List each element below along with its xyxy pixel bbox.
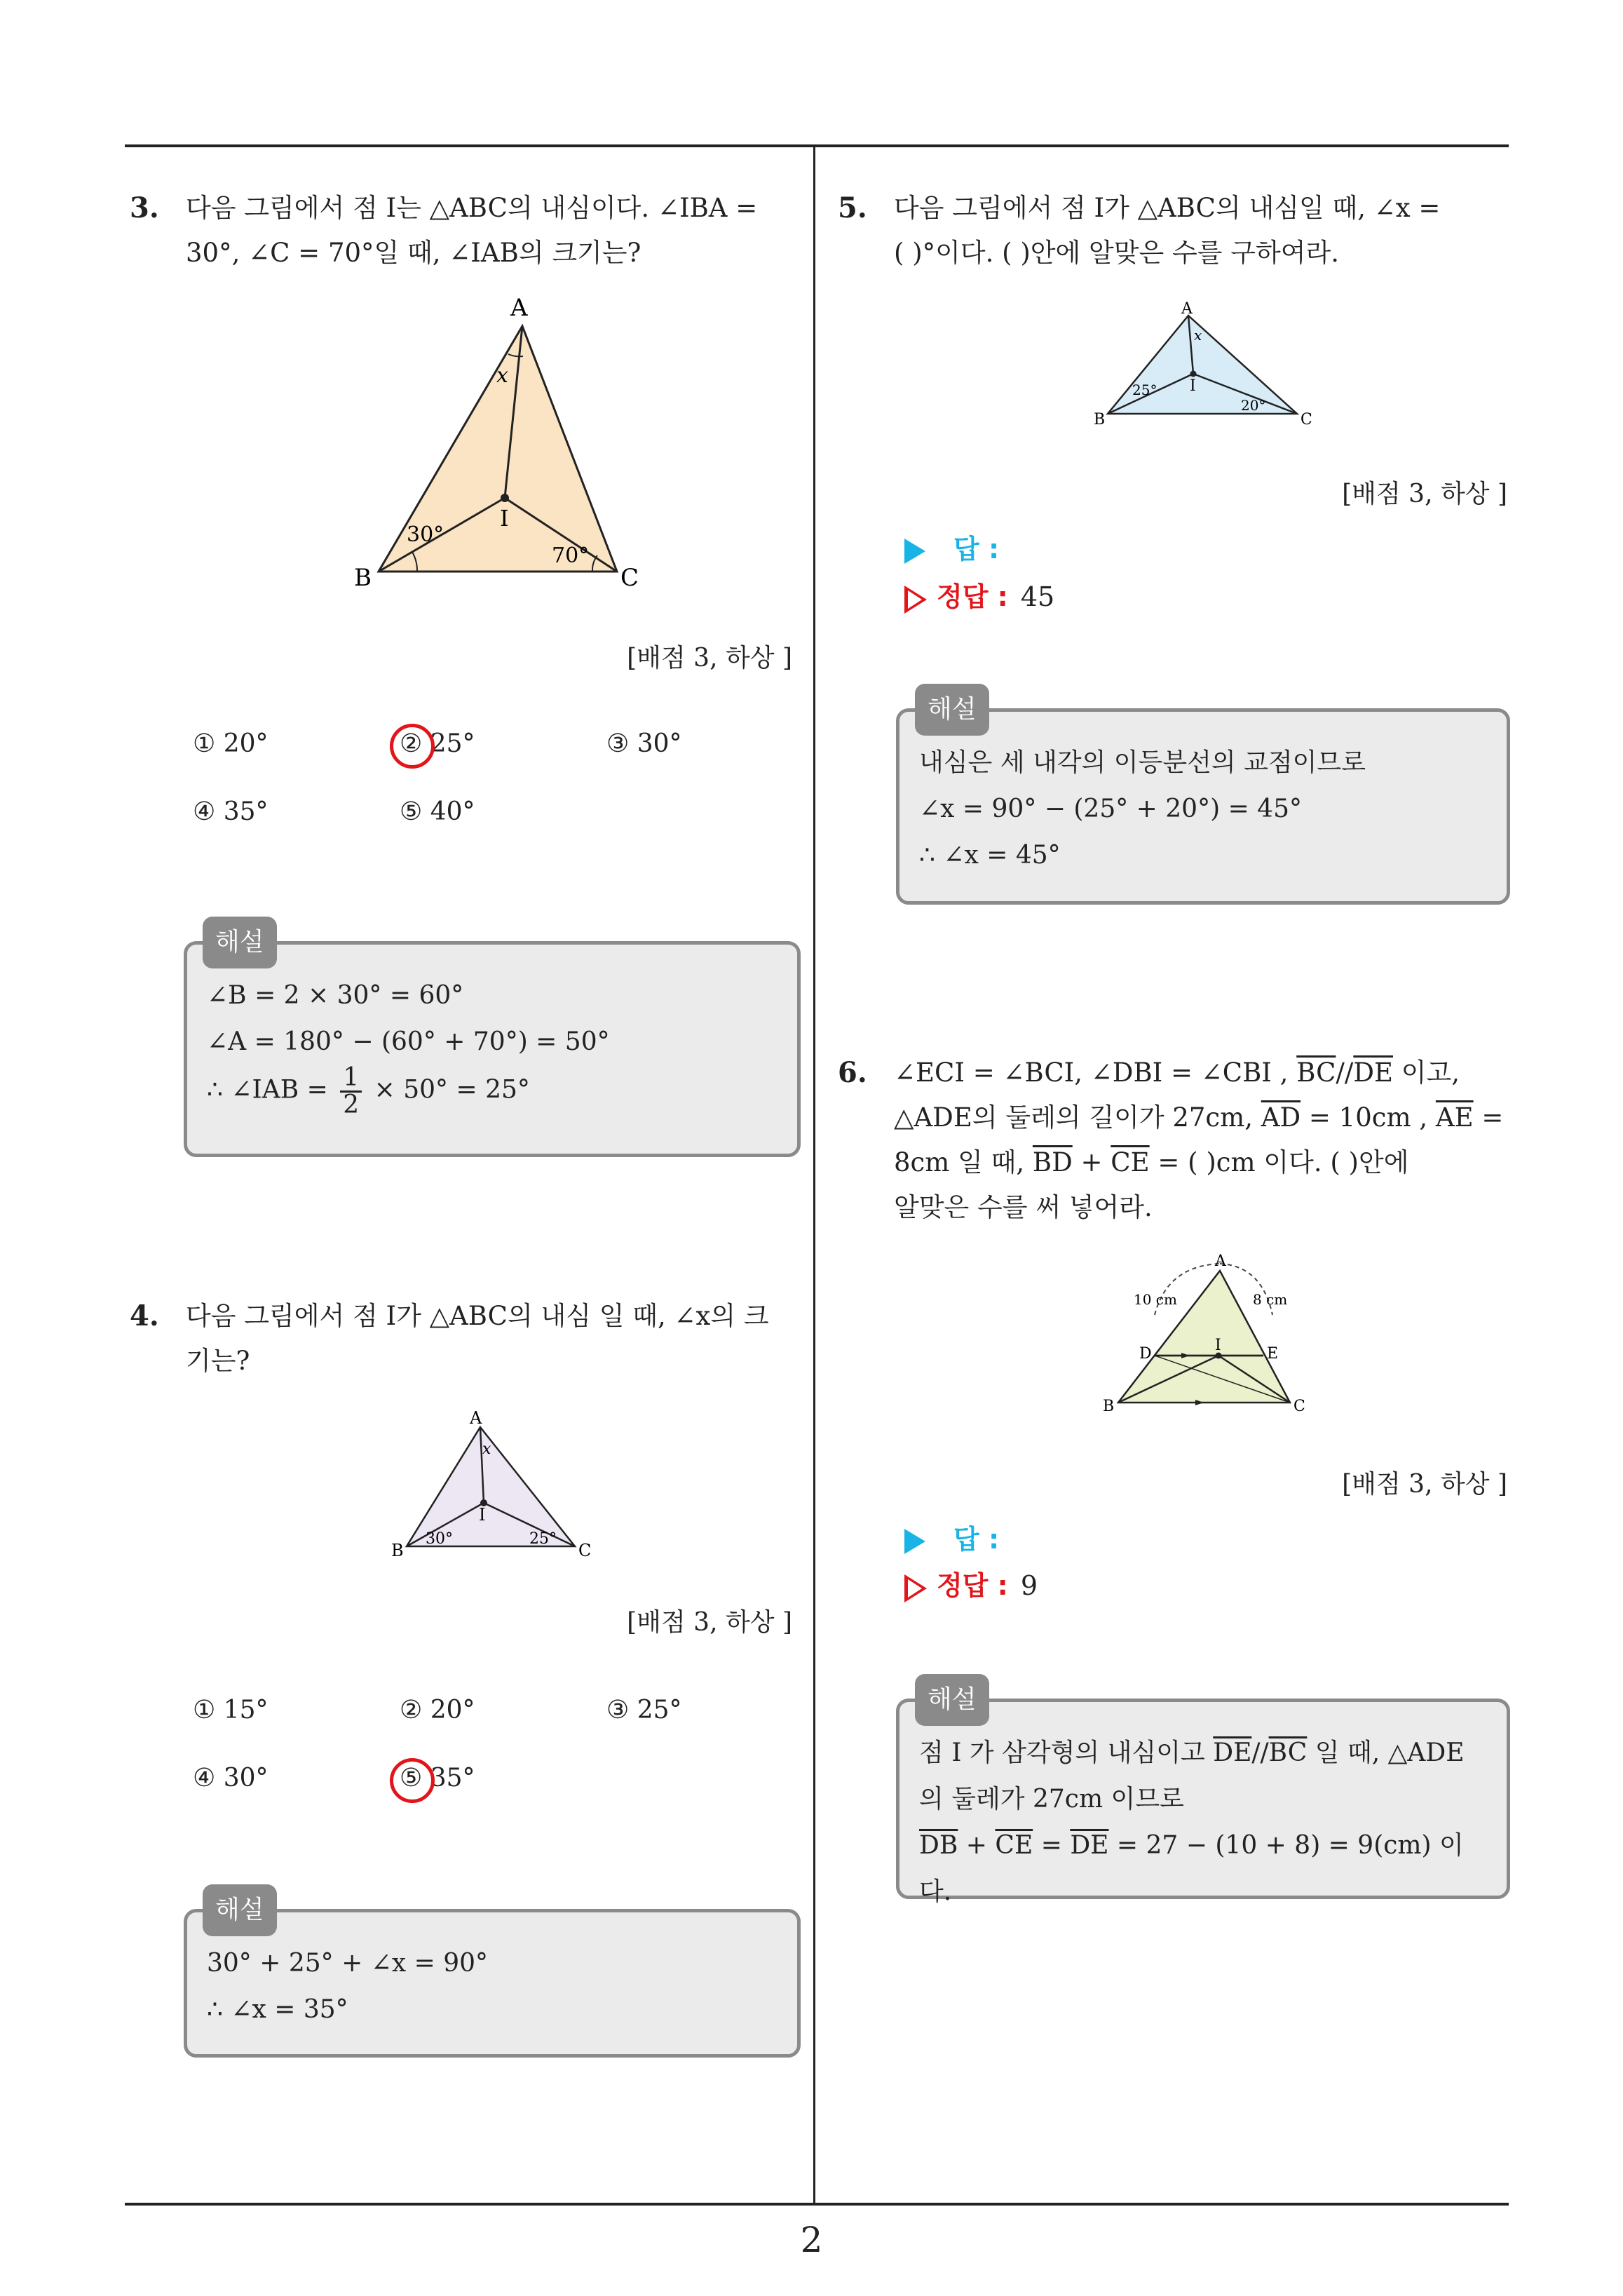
solution-tab: 해설: [203, 917, 277, 968]
correct-label: 정답 :: [937, 581, 1008, 612]
question-number: 5.: [838, 191, 867, 224]
bottom-rule: [125, 2203, 1509, 2206]
label-angle-c: 70°: [552, 543, 590, 568]
label-angle-c: 25°: [529, 1530, 557, 1548]
label-angle-c: 20°: [1241, 397, 1266, 414]
fraction: [340, 1065, 362, 1118]
answer-row: [904, 1518, 999, 1556]
solution-line: [919, 1823, 1487, 1915]
segment-db: $\overline{DB}$: [919, 1831, 958, 1860]
choice-1[interactable]: ① 20°: [193, 729, 269, 758]
parallel-symbol: //: [1336, 1058, 1354, 1088]
choice-4[interactable]: ④ 35°: [193, 797, 269, 826]
label-i: I: [1190, 377, 1196, 395]
correct-answer-row: [904, 1564, 1038, 1602]
question-6: [838, 1051, 1511, 1230]
question-text-line: 알맞은 수를 써 넣어라.: [894, 1192, 1153, 1222]
label-x: x: [482, 1440, 491, 1458]
question-number: 6.: [838, 1056, 867, 1089]
label-i: I: [500, 505, 509, 532]
question-text-line: 30°, ∠C = 70°일 때, ∠IAB의 크기는?: [186, 238, 641, 268]
label-angle-b: 30°: [407, 522, 444, 547]
question-text: [894, 186, 1511, 276]
choice-5[interactable]: ⑤ 35°: [400, 1764, 475, 1792]
segment-de: $\overline{DE}$: [1070, 1831, 1109, 1860]
fraction-denominator: 2: [343, 1090, 360, 1119]
points-info: [배점 3, 하상 ]: [1342, 480, 1507, 508]
solution-box: [896, 695, 1510, 905]
question-text-line: 다음 그림에서 점 I가 △ABC의 내심 일 때, ∠x의 크: [186, 1301, 769, 1331]
correct-value: 45: [1020, 581, 1055, 612]
question-text-line: ( )°이다. ( )안에 알맞은 수를 구하여라.: [894, 238, 1339, 268]
label-c: C: [1293, 1398, 1305, 1415]
text-part: 이고,: [1401, 1058, 1460, 1088]
solution-line: ∠x = 90° − (25° + 20°) = 45°: [919, 795, 1302, 823]
answer-marker-icon: [904, 539, 925, 564]
segment-ce: $\overline{CE}$: [995, 1831, 1033, 1860]
segment-de: $\overline{DE}$: [1353, 1058, 1394, 1088]
q3-triangle-figure: [351, 295, 659, 596]
q4-triangle-figure: [389, 1406, 599, 1564]
label-x: x: [1194, 327, 1202, 344]
page-number: 2: [800, 2220, 823, 2260]
q5-triangle-figure: [1083, 298, 1336, 431]
solution-line: ∠B = 2 × 30° = 60°: [207, 981, 464, 1010]
solution-tab: 해설: [915, 684, 989, 736]
solution-line: 내심은 세 내각의 이등분선의 교점이므로: [919, 748, 1366, 777]
text-part: 일 때, △ADE: [1315, 1738, 1465, 1767]
points-info: [배점 3, 하상 ]: [627, 1608, 792, 1637]
text-part: +: [965, 1831, 987, 1860]
question-text-line: [894, 1095, 1511, 1140]
question-text: [186, 1294, 803, 1384]
text-part: △ADE의 둘레의 길이가 27cm,: [894, 1102, 1253, 1133]
text-part: = 10cm ,: [1308, 1102, 1428, 1133]
question-text-line: 기는?: [186, 1346, 250, 1376]
label-e: E: [1267, 1345, 1279, 1363]
selected-answer-circle: [390, 724, 435, 769]
solution-box: [184, 928, 801, 1157]
correct-marker-icon: [904, 586, 927, 614]
text-part: +: [1080, 1147, 1103, 1177]
correct-value: 9: [1020, 1570, 1038, 1601]
label-b: B: [354, 564, 372, 592]
text-part: =: [1040, 1831, 1062, 1860]
solution-box: [896, 1685, 1510, 1906]
question-text-line: [894, 1140, 1511, 1185]
label-ad-length: 10 cm: [1134, 1291, 1177, 1308]
label-angle-b: 30°: [426, 1530, 453, 1548]
q6-triangle-figure: [1097, 1248, 1322, 1424]
choice-4[interactable]: ④ 30°: [193, 1764, 269, 1792]
choice-3[interactable]: ③ 25°: [606, 1696, 682, 1724]
solution-line: ∴ ∠x = 45°: [919, 841, 1061, 870]
incenter-point: [501, 494, 509, 502]
label-a: A: [1215, 1252, 1226, 1270]
question-5: [838, 186, 1511, 276]
solution-line: ∠A = 180° − (60° + 70°) = 50°: [207, 1027, 610, 1056]
label-i: I: [479, 1505, 486, 1525]
choice-3[interactable]: ③ 30°: [606, 729, 682, 758]
choice-1[interactable]: ① 15°: [193, 1696, 269, 1724]
label-angle-b: 25°: [1132, 381, 1157, 398]
label-a: A: [1181, 300, 1193, 318]
solution-text: ∴ ∠IAB =: [207, 1075, 328, 1105]
label-c: C: [578, 1541, 592, 1560]
answer-row: [904, 527, 999, 566]
label-ae-length: 8 cm: [1253, 1291, 1288, 1308]
fraction-numerator: 1: [340, 1065, 362, 1093]
text-part: =: [1481, 1102, 1504, 1133]
text-part: 8cm 일 때,: [894, 1147, 1025, 1177]
solution-box: [184, 1896, 801, 2058]
top-rule: [125, 144, 1509, 147]
segment-ce: $\overline{CE}$: [1111, 1147, 1150, 1177]
question-text: [186, 186, 803, 276]
question-text-line: 다음 그림에서 점 I가 △ABC의 내심일 때, ∠x =: [894, 193, 1441, 223]
label-a: A: [510, 295, 528, 322]
question-3: [130, 186, 803, 276]
points-info: [배점 3, 하상 ]: [627, 644, 792, 673]
question-number: 4.: [130, 1299, 159, 1332]
question-text-line: 다음 그림에서 점 I는 △ABC의 내심이다. ∠IBA =: [186, 193, 758, 223]
segment-ae: $\overline{AE}$: [1435, 1102, 1474, 1133]
correct-marker-icon: [904, 1574, 927, 1602]
segment-de: $\overline{DE}$: [1213, 1738, 1252, 1767]
label-c: C: [620, 564, 639, 592]
choice-5[interactable]: ⑤ 40°: [400, 797, 475, 826]
solution-line: [207, 1065, 777, 1118]
text-part: 점 I 가 삼각형의 내심이고: [919, 1738, 1205, 1767]
correct-answer-row: [904, 575, 1054, 614]
question-number: 3.: [130, 191, 159, 224]
question-text-line: [894, 1051, 1511, 1095]
solution-line: [919, 1730, 1487, 1776]
label-c: C: [1301, 411, 1312, 428]
parallel-symbol: //: [1251, 1738, 1269, 1767]
selected-answer-circle: [390, 1758, 435, 1803]
question-text: [894, 1051, 1511, 1230]
text-part: = ( )cm 이다. ( )안에: [1157, 1147, 1409, 1177]
answer-label: 답 :: [953, 1524, 1000, 1555]
label-b: B: [1103, 1398, 1115, 1415]
segment-bd: $\overline{BD}$: [1032, 1147, 1073, 1177]
label-d: D: [1139, 1345, 1152, 1363]
solution-line: 의 둘레가 27cm 이므로: [919, 1785, 1184, 1814]
solution-line: ∴ ∠x = 35°: [207, 1995, 348, 2024]
solution-tab: 해설: [915, 1674, 989, 1726]
triangle-abc: [1108, 316, 1297, 414]
segment-bc: $\overline{BC}$: [1296, 1058, 1336, 1088]
correct-label: 정답 :: [937, 1570, 1008, 1601]
column-divider: [813, 144, 815, 2206]
label-i: I: [1215, 1337, 1221, 1354]
solution-line: 30° + 25° + ∠x = 90°: [207, 1949, 489, 1978]
choice-2[interactable]: ② 25°: [400, 729, 475, 758]
choice-2[interactable]: ② 20°: [400, 1696, 475, 1724]
label-b: B: [1094, 411, 1106, 428]
solution-text: × 50° = 25°: [374, 1075, 530, 1105]
label-a: A: [470, 1408, 482, 1428]
answer-label: 답 :: [953, 534, 1000, 565]
answer-marker-icon: [904, 1529, 925, 1554]
solution-tab: 해설: [203, 1884, 277, 1936]
text-part: ∠ECI = ∠BCI, ∠DBI = ∠CBI ,: [894, 1058, 1289, 1088]
label-b: B: [391, 1541, 404, 1560]
segment-ad: $\overline{AD}$: [1261, 1102, 1301, 1133]
label-x: x: [496, 363, 508, 388]
segment-bc: $\overline{BC}$: [1268, 1738, 1308, 1767]
points-info: [배점 3, 하상 ]: [1342, 1470, 1507, 1499]
text-part: = 27 − (10 + 8) = 9(cm) 이다.: [919, 1831, 1464, 1906]
question-4: [130, 1294, 803, 1384]
